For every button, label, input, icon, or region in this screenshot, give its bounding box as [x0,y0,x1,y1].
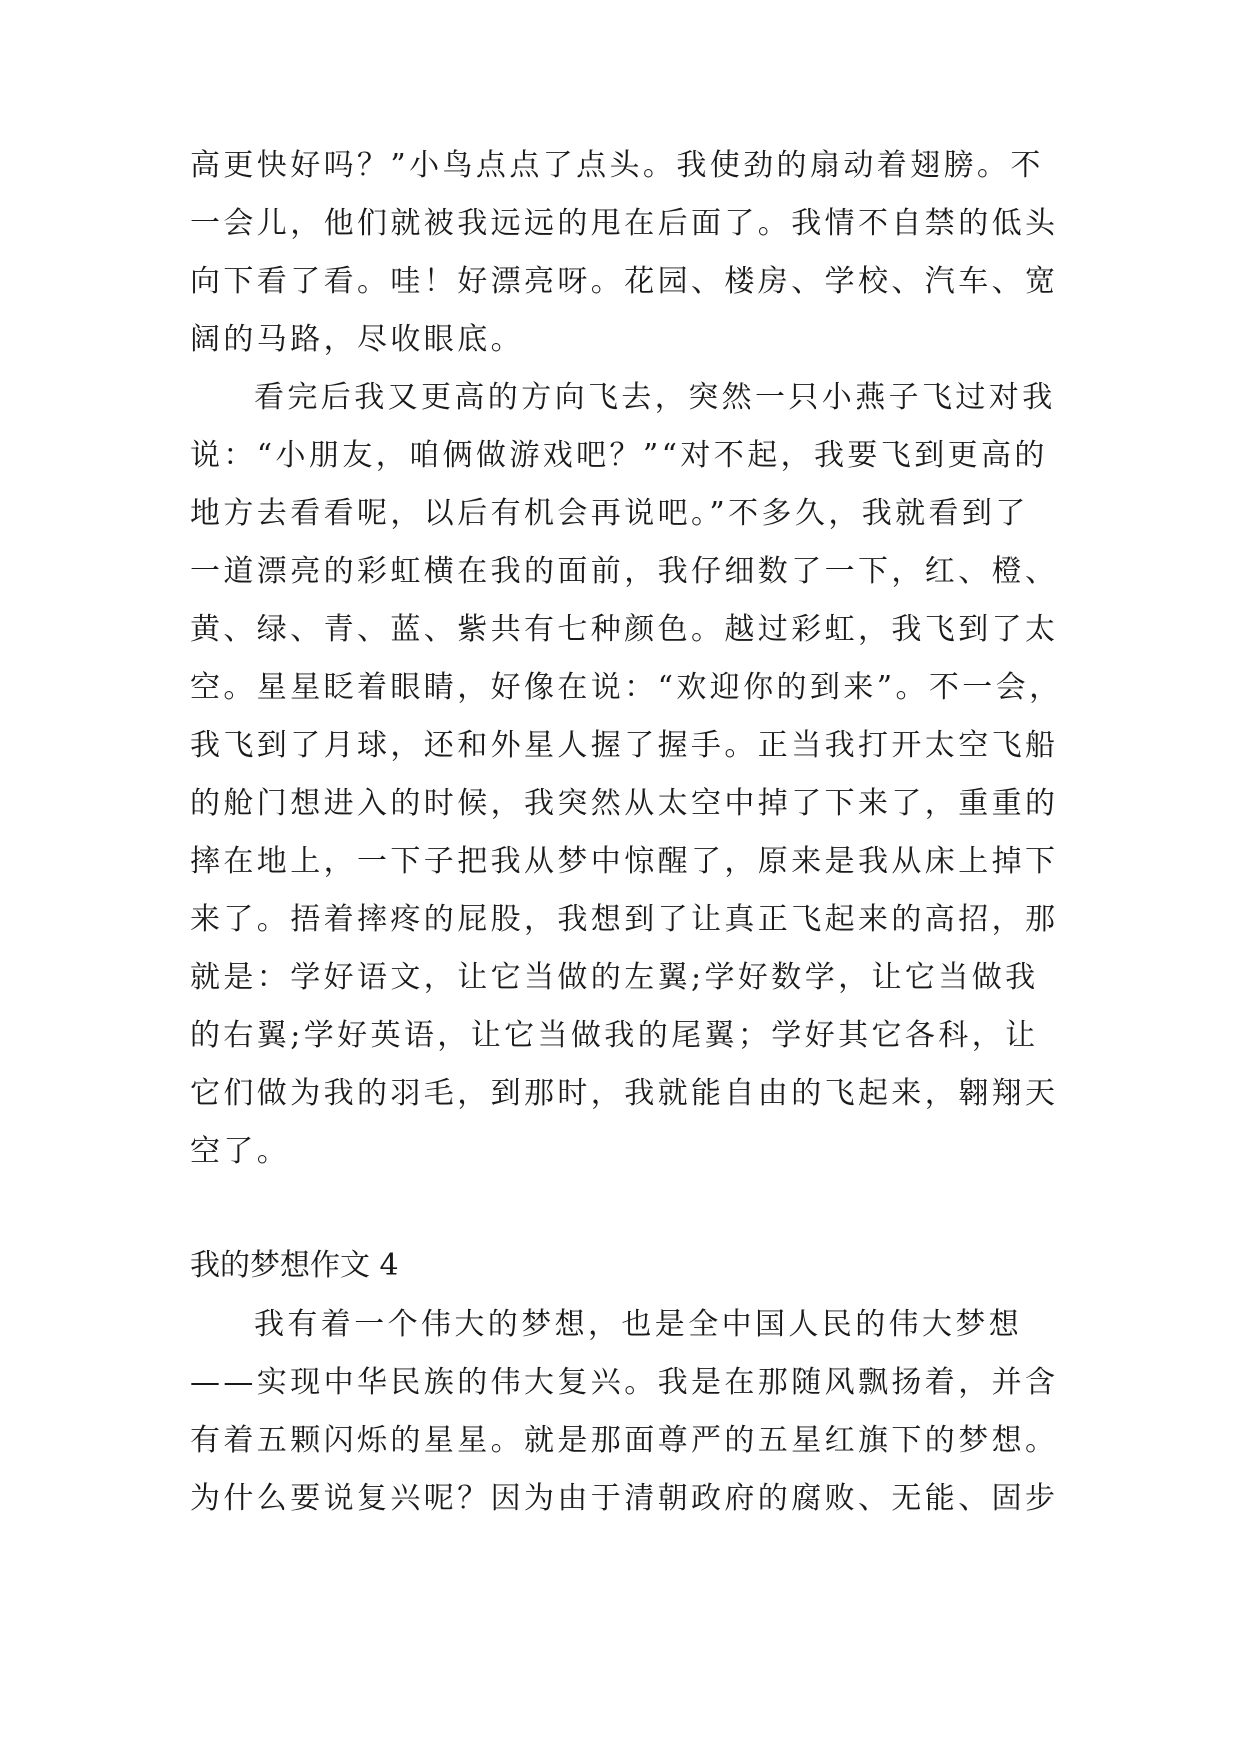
paragraph-space [190,369,1090,1181]
text-line: 摔在地上，一下子把我从梦中惊醒了，原来是我从床上掉下 [190,844,1059,879]
text-line: 有着五颗闪烁的星星。就是那面尊严的五星红旗下的梦想。 [190,1423,1059,1458]
text-line: 说：“小朋友，咱俩做游戏吧？”“对不起，我要飞到更高的 [190,438,1048,473]
text-line: 地方去看看呢，以后有机会再说吧。”不多久，我就看到了 [190,496,1029,531]
text-line: 向下看了看。哇！好漂亮呀。花园、楼房、学校、汽车、宽 [190,264,1059,299]
text-line: 阔的马路，尽收眼底。 [190,322,524,357]
text-line: 的右翼;学好英语，让它当做我的尾翼；学好其它各科，让 [190,1018,1039,1053]
paragraph-continued [190,137,1090,369]
text-line: 我有着一个伟大的梦想，也是全中国人民的伟大梦想 [254,1307,1023,1342]
text-line: 高更快好吗？”小鸟点点了点头。我使劲的扇动着翅膀。不 [190,148,1044,183]
text-line: 它们做为我的羽毛，到那时，我就能自由的飞起来，翱翔天 [190,1076,1059,1111]
text-line: 空了。 [190,1134,291,1169]
text-line: 就是：学好语文，让它当做的左翼;学好数学，让它当做我 [190,960,1039,995]
text-line: 来了。捂着摔疼的屁股，我想到了让真正飞起来的高招，那 [190,902,1059,937]
text-line: 为什么要说复兴呢？因为由于清朝政府的腐败、无能、固步 [190,1481,1059,1516]
text-line: 空。星星眨着眼睛，好像在说：“欢迎你的到来”。不一会， [190,670,1063,705]
text-line: 一会儿，他们就被我远远的甩在后面了。我情不自禁的低头 [190,206,1059,241]
text-line: 黄、绿、青、蓝、紫共有七种颜色。越过彩虹，我飞到了太 [190,612,1059,647]
text-line: 我飞到了月球，还和外星人握了握手。正当我打开太空飞船 [190,728,1059,763]
section-heading: 我的梦想作文 4 [190,1248,399,1283]
text-line: 的舱门想进入的时候，我突然从太空中掉了下来了，重重的 [190,786,1059,821]
text-line: 一道漂亮的彩虹横在我的面前，我仔细数了一下，红、橙、 [190,554,1059,589]
text-line: 看完后我又更高的方向飞去，突然一只小燕子飞过对我 [254,380,1056,415]
text-line: ——实现中华民族的伟大复兴。我是在那随风飘扬着，并含 [190,1365,1059,1400]
paragraph-dream [190,1296,1090,1528]
